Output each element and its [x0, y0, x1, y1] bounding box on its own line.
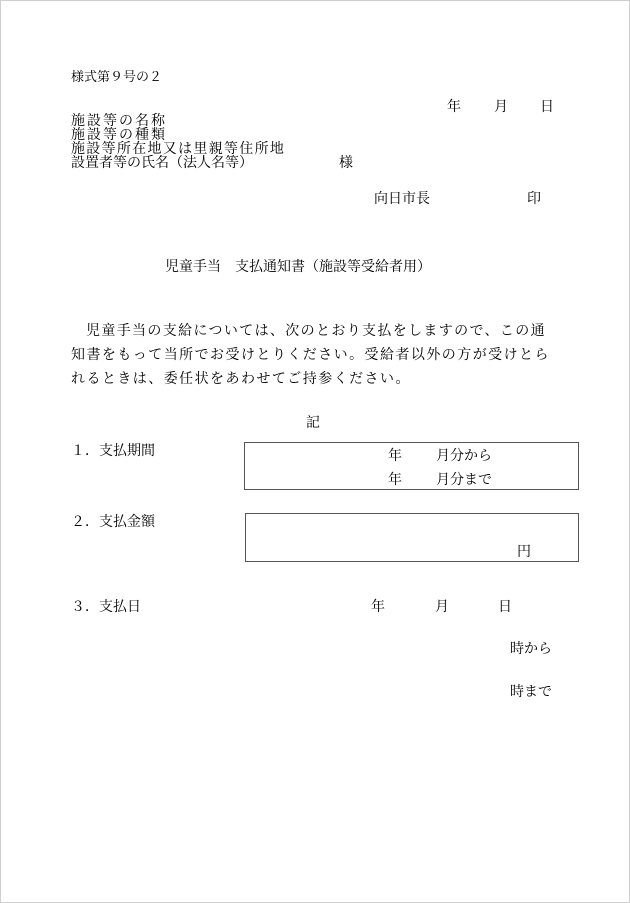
period-from-year: 年 [388, 448, 402, 464]
date-year-label: 年 [447, 99, 461, 115]
facility-type-label: 施設等の種類 [71, 127, 167, 143]
time-to-label: 時まで [510, 684, 552, 700]
form-number: 様式第９号の２ [71, 70, 163, 85]
owner-name-label: 設置者等の氏名（法人名等） [71, 155, 253, 171]
address-label: 施設等所在地又は里親等住所地 [71, 141, 286, 157]
honorific-label: 様 [339, 155, 353, 171]
amount-unit: 円 [517, 544, 531, 560]
body-line-3: れるときは、委任状をあわせてご持参ください。 [71, 371, 411, 387]
period-to-month: 月分まで [436, 472, 492, 488]
date-month-label: 月 [494, 99, 508, 115]
period-label: １．支払期間 [71, 443, 155, 459]
body-line-2: 知書をもって当所でお受けとりください。受給者以外の方が受けとら [71, 347, 550, 363]
period-box [244, 442, 579, 490]
seal-mark: 印 [527, 191, 541, 207]
payment-year-label: 年 [371, 599, 385, 615]
facility-name-label: 施設等の名称 [71, 113, 167, 129]
time-from-label: 時から [510, 641, 552, 657]
ki-mark: 記 [306, 415, 320, 431]
payment-month-label: 月 [435, 599, 449, 615]
document-title: 児童手当 支払通知書（施設等受給者用） [165, 259, 431, 275]
issuer-name: 向日市長 [374, 191, 430, 207]
period-to-year: 年 [388, 472, 402, 488]
payment-date-label: ３．支払日 [71, 599, 141, 615]
date-day-label: 日 [540, 99, 554, 115]
body-line-1: 児童手当の支給については、次のとおり支払をしますので、この通 [86, 323, 546, 339]
payment-day-label: 日 [498, 599, 512, 615]
period-from-month: 月分から [436, 448, 492, 464]
amount-label: ２．支払金額 [71, 514, 155, 530]
